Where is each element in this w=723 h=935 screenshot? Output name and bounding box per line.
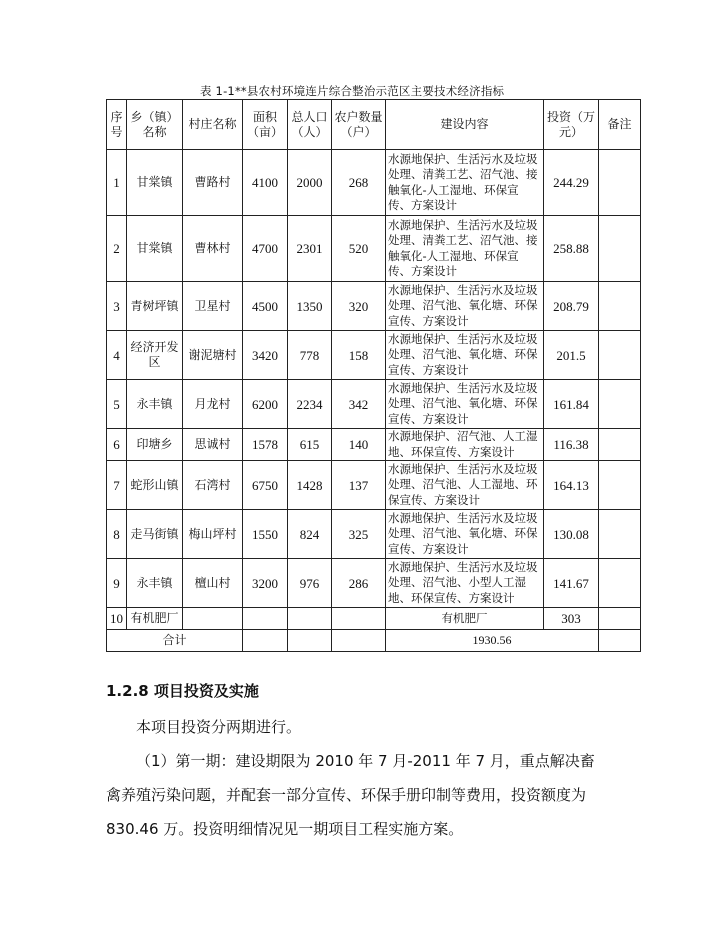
cell-village: 思诚村 (183, 429, 243, 461)
cell-note (599, 282, 641, 331)
cell-content: 水源地保护、生活污水及垃圾处理、沼气池、氧化塘、环保宣传、方案设计 (386, 380, 544, 429)
cell-content: 水源地保护、生活污水及垃圾处理、沼气池、小型人工湿地、环保宣传、方案设计 (386, 559, 544, 608)
table-total-row (107, 630, 641, 652)
cell-village: 檀山村 (183, 559, 243, 608)
cell-area: 3420 (243, 331, 288, 380)
cell-households: 342 (332, 380, 386, 429)
cell-households: 286 (332, 559, 386, 608)
cell-area (243, 608, 288, 630)
cell-seq: 3 (107, 282, 127, 331)
cell-seq: 10 (107, 608, 127, 630)
cell-note (599, 331, 641, 380)
cell-investment: 244.29 (544, 150, 599, 216)
cell-seq: 7 (107, 461, 127, 510)
paragraph-intro: 本项目投资分两期进行。 (136, 718, 302, 736)
cell-seq: 2 (107, 216, 127, 282)
cell-note (599, 461, 641, 510)
cell-seq: 1 (107, 150, 127, 216)
header-seq: 序号 (107, 100, 127, 150)
cell-population: 778 (288, 331, 332, 380)
cell-households (332, 608, 386, 630)
cell-investment: 130.08 (544, 510, 599, 559)
cell-population (288, 608, 332, 630)
cell-note (599, 630, 641, 652)
cell-investment: 201.5 (544, 331, 599, 380)
cell-village: 谢泥塘村 (183, 331, 243, 380)
cell-town: 永丰镇 (127, 559, 183, 608)
cell-population: 824 (288, 510, 332, 559)
cell-investment: 161.84 (544, 380, 599, 429)
header-town: 乡（镇）名称 (127, 100, 183, 150)
cell-seq: 6 (107, 429, 127, 461)
cell-investment: 164.13 (544, 461, 599, 510)
cell-seq: 4 (107, 331, 127, 380)
table-row (107, 216, 641, 282)
cell-households: 140 (332, 429, 386, 461)
cell-households: 325 (332, 510, 386, 559)
cell-content: 水源地保护、沼气池、人工湿地、环保宣传、方案设计 (386, 429, 544, 461)
header-investment: 投资（万元） (544, 100, 599, 150)
cell-village: 月龙村 (183, 380, 243, 429)
cell-town: 走马街镇 (127, 510, 183, 559)
cell-population: 2000 (288, 150, 332, 216)
cell-note (599, 510, 641, 559)
table-row (107, 559, 641, 608)
total-label: 合计 (107, 630, 243, 652)
section-heading: 1.2.8 项目投资及实施 (106, 682, 259, 700)
cell-seq: 8 (107, 510, 127, 559)
cell-town: 甘棠镇 (127, 216, 183, 282)
table-caption: 表 1-1**县农村环境连片综合整治示范区主要技术经济指标 (200, 84, 505, 98)
cell-investment: 116.38 (544, 429, 599, 461)
cell-households (332, 630, 386, 652)
cell-town: 印塘乡 (127, 429, 183, 461)
cell-population: 615 (288, 429, 332, 461)
cell-population: 1428 (288, 461, 332, 510)
cell-village: 卫星村 (183, 282, 243, 331)
cell-population: 2234 (288, 380, 332, 429)
cell-content: 水源地保护、生活污水及垃圾处理、沼气池、氧化塘、环保宣传、方案设计 (386, 510, 544, 559)
cell-content: 水源地保护、生活污水及垃圾处理、清粪工艺、沼气池、接触氧化-人工湿地、环保宣传、方案设计 (386, 216, 544, 282)
cell-households: 158 (332, 331, 386, 380)
cell-village (183, 608, 243, 630)
cell-town: 青树坪镇 (127, 282, 183, 331)
header-village: 村庄名称 (183, 100, 243, 150)
table-row (107, 429, 641, 461)
cell-area (243, 630, 288, 652)
cell-population: 2301 (288, 216, 332, 282)
cell-area: 6200 (243, 380, 288, 429)
cell-households: 520 (332, 216, 386, 282)
table-row (107, 380, 641, 429)
cell-area: 4100 (243, 150, 288, 216)
cell-content: 水源地保护、生活污水及垃圾处理、清粪工艺、沼气池、接触氧化-人工湿地、环保宣传、方案设计 (386, 150, 544, 216)
cell-investment: 141.67 (544, 559, 599, 608)
cell-area: 4500 (243, 282, 288, 331)
table-row (107, 150, 641, 216)
cell-seq: 9 (107, 559, 127, 608)
cell-content: 水源地保护、生活污水及垃圾处理、沼气池、氧化塘、环保宣传、方案设计 (386, 331, 544, 380)
cell-note (599, 150, 641, 216)
table-header-row (107, 100, 641, 150)
cell-town: 永丰镇 (127, 380, 183, 429)
cell-households: 320 (332, 282, 386, 331)
table-row (107, 282, 641, 331)
table-row (107, 608, 641, 630)
cell-town: 有机肥厂 (127, 608, 183, 630)
cell-note (599, 429, 641, 461)
cell-population: 1350 (288, 282, 332, 331)
header-households: 农户数量（户） (332, 100, 386, 150)
cell-population: 976 (288, 559, 332, 608)
cell-area: 1550 (243, 510, 288, 559)
cell-area: 6750 (243, 461, 288, 510)
cell-village: 曹林村 (183, 216, 243, 282)
cell-investment: 258.88 (544, 216, 599, 282)
header-note: 备注 (599, 100, 641, 150)
cell-village: 梅山坪村 (183, 510, 243, 559)
cell-seq: 5 (107, 380, 127, 429)
cell-note (599, 608, 641, 630)
cell-investment: 303 (544, 608, 599, 630)
cell-households: 268 (332, 150, 386, 216)
cell-area: 4700 (243, 216, 288, 282)
table-row (107, 510, 641, 559)
cell-note (599, 216, 641, 282)
table-row (107, 331, 641, 380)
header-content: 建设内容 (386, 100, 544, 150)
cell-area: 3200 (243, 559, 288, 608)
indicator-table (106, 99, 641, 652)
cell-population (288, 630, 332, 652)
cell-town: 甘棠镇 (127, 150, 183, 216)
cell-content: 水源地保护、生活污水及垃圾处理、沼气池、人工湿地、环保宣传、方案设计 (386, 461, 544, 510)
cell-town: 经济开发区 (127, 331, 183, 380)
cell-village: 曹路村 (183, 150, 243, 216)
cell-area: 1578 (243, 429, 288, 461)
cell-village: 石湾村 (183, 461, 243, 510)
cell-content: 有机肥厂 (386, 608, 544, 630)
header-population: 总人口（人） (288, 100, 332, 150)
table-row (107, 461, 641, 510)
cell-investment: 208.79 (544, 282, 599, 331)
total-value: 1930.56 (386, 630, 599, 652)
cell-town: 蛇形山镇 (127, 461, 183, 510)
paragraph-phase-one: （1）第一期：建设期限为 2010 年 7 月-2011 年 7 月，重点解决畜禽养殖污染问题，并配套一部分宣传、环保手册印制等费用，投资额度为 830.46 万。投资明细情况见一期项目工程实施方案。 (106, 752, 595, 838)
cell-note (599, 559, 641, 608)
cell-content: 水源地保护、生活污水及垃圾处理、沼气池、氧化塘、环保宣传、方案设计 (386, 282, 544, 331)
header-area: 面积（亩） (243, 100, 288, 150)
cell-households: 137 (332, 461, 386, 510)
cell-note (599, 380, 641, 429)
